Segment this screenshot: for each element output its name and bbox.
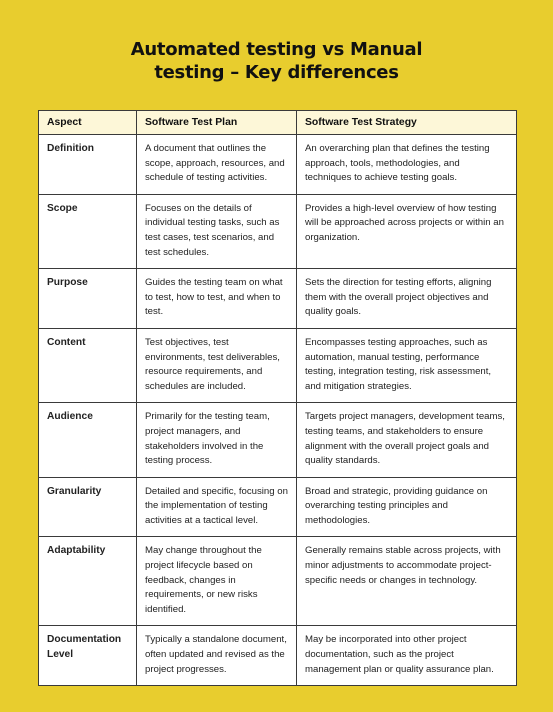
row-test-strategy: Encompasses testing approaches, such as automation, manual testing, performance testing, integration testing, risk assessment, and mitigation strategies. bbox=[297, 328, 517, 402]
row-test-strategy: Broad and strategic, providing guidance on overarching testing principles and methodologies. bbox=[297, 477, 517, 537]
row-test-plan: Guides the testing team on what to test, how to test, and when to test. bbox=[137, 269, 297, 329]
row-test-strategy: Generally remains stable across projects, with minor adjustments to accommodate project-specific needs or changes in technology. bbox=[297, 537, 517, 626]
table-row bbox=[39, 403, 517, 477]
header-test-plan: Software Test Plan bbox=[137, 111, 297, 135]
row-aspect: Purpose bbox=[39, 269, 137, 329]
header-test-strategy: Software Test Strategy bbox=[297, 111, 517, 135]
row-test-strategy: Targets project managers, development teams, testing teams, and stakeholders to ensure alignment with the overall project goals and quality standards. bbox=[297, 403, 517, 477]
page-title bbox=[0, 38, 553, 84]
comparison-table bbox=[38, 110, 517, 686]
table-row bbox=[39, 537, 517, 626]
row-test-plan: Primarily for the testing team, project managers, and stakeholders involved in the testing process. bbox=[137, 403, 297, 477]
table-row bbox=[39, 269, 517, 329]
row-aspect: Adaptability bbox=[39, 537, 137, 626]
table-header-row bbox=[39, 111, 517, 135]
row-test-strategy: An overarching plan that defines the testing approach, tools, methodologies, and techniques to achieve testing goals. bbox=[297, 135, 517, 195]
row-test-strategy: May be incorporated into other project documentation, such as the project management plan or quality assurance plan. bbox=[297, 626, 517, 686]
row-aspect: Documentation Level bbox=[39, 626, 137, 686]
row-test-plan: A document that outlines the scope, approach, resources, and schedule of testing activities. bbox=[137, 135, 297, 195]
row-aspect: Audience bbox=[39, 403, 137, 477]
row-test-plan: Test objectives, test environments, test deliverables, resource requirements, and schedules are included. bbox=[137, 328, 297, 402]
table-row bbox=[39, 477, 517, 537]
header-aspect: Aspect bbox=[39, 111, 137, 135]
page-title-line-2: testing – Key differences bbox=[154, 62, 399, 83]
row-aspect: Scope bbox=[39, 194, 137, 268]
row-test-plan: Focuses on the details of individual testing tasks, such as test cases, test scenarios, and test schedules. bbox=[137, 194, 297, 268]
row-test-strategy: Provides a high-level overview of how testing will be approached across projects or within an organization. bbox=[297, 194, 517, 268]
table-row bbox=[39, 626, 517, 686]
table-row bbox=[39, 135, 517, 195]
row-test-plan: May change throughout the project lifecycle based on feedback, changes in requirements, or new risks identified. bbox=[137, 537, 297, 626]
row-aspect: Content bbox=[39, 328, 137, 402]
table-row bbox=[39, 328, 517, 402]
row-test-plan: Typically a standalone document, often updated and revised as the project progresses. bbox=[137, 626, 297, 686]
row-aspect: Definition bbox=[39, 135, 137, 195]
row-aspect: Granularity bbox=[39, 477, 137, 537]
row-test-plan: Detailed and specific, focusing on the implementation of testing activities at a tactical level. bbox=[137, 477, 297, 537]
row-test-strategy: Sets the direction for testing efforts, aligning them with the overall project objectives and quality goals. bbox=[297, 269, 517, 329]
page-title-line-1: Automated testing vs Manual bbox=[130, 39, 423, 60]
table-row bbox=[39, 194, 517, 268]
